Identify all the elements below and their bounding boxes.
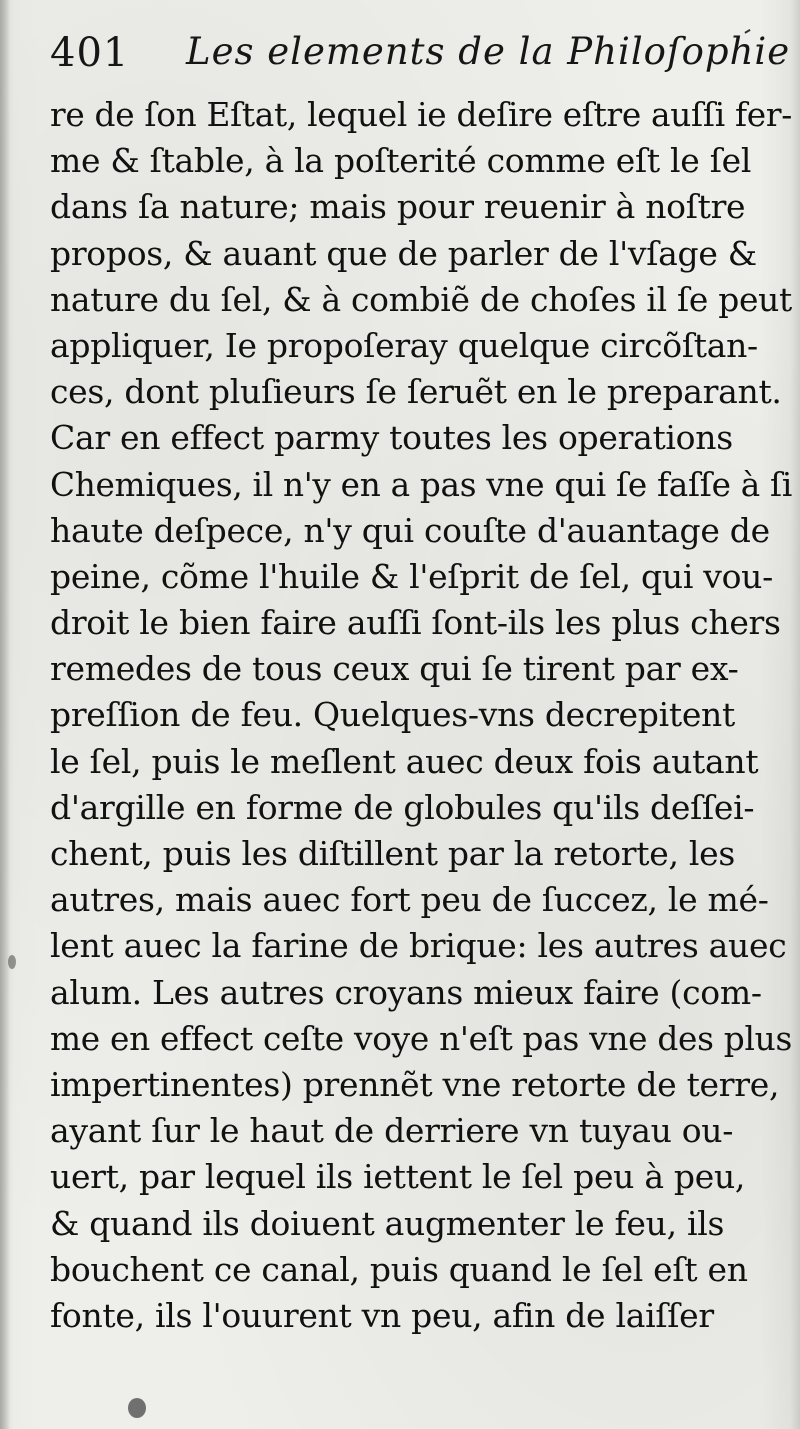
text-line-content: fonte, ils l'ouurent vn peu, afin de laiſſer — [50, 1295, 714, 1335]
text-line — [50, 970, 792, 1016]
page-header — [46, 22, 791, 78]
text-line-content: d'argille en forme de globules qu'ils deſſei- — [50, 787, 755, 827]
text-line-content: ayant ſur le haut de derriere vn tuyau ou- — [50, 1111, 734, 1151]
text-line — [50, 415, 792, 461]
text-line — [50, 462, 792, 508]
text-line-content: bouchent ce canal, puis quand le ſel eſt en — [50, 1249, 748, 1289]
text-line — [50, 92, 792, 138]
text-line — [50, 600, 792, 646]
text-line — [50, 138, 792, 184]
text-line-content: autres, mais auec fort peu de ſuccez, le mé- — [50, 880, 769, 920]
text-line — [50, 508, 792, 554]
text-line-content: re de ſon Eſtat, lequel ie deſire eſtre auſſi fer- — [50, 95, 792, 134]
page-number: 401 — [50, 30, 130, 76]
text-line — [50, 1016, 792, 1062]
text-line-content: nature du ſel, & à combiẽ de choſes il ſe peut — [50, 279, 792, 319]
text-line — [50, 923, 792, 969]
text-line-content: Car en effect parmy toutes les operations — [50, 418, 733, 458]
ink-speck — [8, 955, 16, 969]
page-gutter-shadow — [0, 0, 10, 1429]
text-line-content: impertinentes) prennẽt vne retorte de terre, — [50, 1064, 780, 1104]
text-line-content: dans ſa nature; mais pour reuenir à noſtre — [50, 187, 746, 227]
text-line — [50, 1154, 792, 1200]
text-line-content: uert, par lequel ils iettent le ſel peu à peu, — [50, 1157, 746, 1197]
text-line-content: chent, puis les diſtillent par la retorte, les — [50, 834, 735, 873]
text-line — [50, 184, 792, 230]
body-text — [50, 92, 792, 1339]
text-line-content: haute deſpece, n'y qui couſte d'auantage de — [50, 510, 770, 550]
text-line-content: droit le bien faire auſſi ſont-ils les plus chers — [50, 603, 781, 643]
text-line-content: remedes de tous ceux qui ſe tirent par ex- — [50, 649, 739, 689]
text-line-content: Chemiques, il n'y en a pas vne qui ſe faſſe à ſi — [50, 464, 792, 504]
ink-blot — [128, 1398, 146, 1418]
text-line — [50, 369, 792, 415]
text-line-content: appliquer, Ie propoſeray quelque circõſtan- — [50, 325, 758, 365]
text-line-content: ces, dont pluſieurs ſe ſeruẽt en le preparant. — [50, 372, 782, 412]
text-line-content: le ſel, puis le meſlent auec deux fois autant — [50, 741, 759, 781]
text-line — [50, 1247, 792, 1293]
text-line-content: preſſion de feu. Quelques-vns decrepitent — [50, 695, 735, 735]
text-line — [50, 277, 792, 323]
text-line — [50, 323, 792, 369]
text-line-content: alum. Les autres croyans mieux faire (com- — [50, 972, 762, 1012]
text-line — [50, 1293, 792, 1339]
text-line-content: me en effect ceſte voye n'eſt pas vne des plus — [50, 1018, 792, 1058]
text-line — [50, 831, 792, 877]
text-line-content: propos, & auant que de parler de l'vſage & — [50, 233, 757, 273]
text-line — [50, 877, 792, 923]
text-line — [50, 785, 792, 831]
text-line — [50, 739, 792, 785]
text-line — [50, 1201, 792, 1247]
running-title: Les elements de la Philoſophie — [186, 30, 791, 73]
text-line — [50, 692, 792, 738]
text-line-content: peine, cõme l'huile & l'eſprit de ſel, qui vou- — [50, 556, 773, 596]
text-line — [50, 646, 792, 692]
text-line-content: me & ſtable, à la poſterité comme eſt le ſel — [50, 141, 752, 181]
text-line-content: & quand ils doiuent augmenter le feu, ils — [50, 1203, 725, 1243]
text-line — [50, 1108, 792, 1154]
text-line — [50, 1062, 792, 1108]
text-line-content: lent auec la farine de brique: les autres auec — [50, 926, 787, 966]
text-line — [50, 554, 792, 600]
text-line — [50, 231, 792, 277]
